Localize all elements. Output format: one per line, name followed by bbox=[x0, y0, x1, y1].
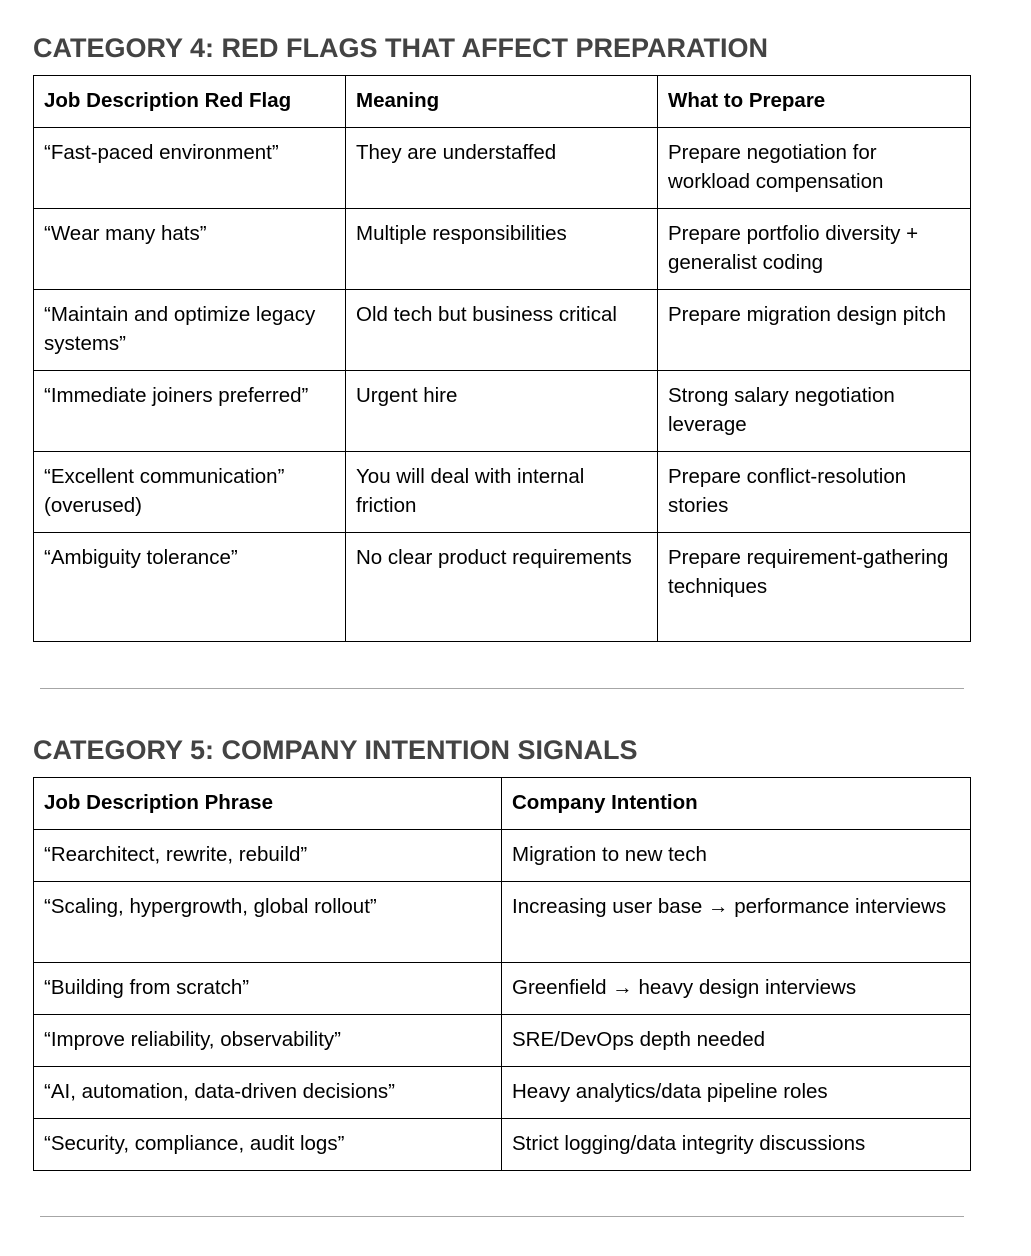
table-cell: Prepare portfolio diversity + generalist coding bbox=[658, 209, 971, 290]
table-cell: “Excellent communication” (overused) bbox=[34, 452, 346, 533]
table-cell: “AI, automation, data-driven decisions” bbox=[34, 1067, 502, 1119]
table-cell: They are understaffed bbox=[346, 128, 658, 209]
table-cell: SRE/DevOps depth needed bbox=[502, 1015, 971, 1067]
table-cell: “Scaling, hypergrowth, global rollout” bbox=[34, 882, 502, 963]
table-cell: Migration to new tech bbox=[502, 830, 971, 882]
table-row bbox=[34, 452, 971, 533]
table-cell: Multiple responsibilities bbox=[346, 209, 658, 290]
table-row bbox=[34, 128, 971, 209]
table-cell: Urgent hire bbox=[346, 371, 658, 452]
table-cell: Prepare migration design pitch bbox=[658, 290, 971, 371]
table-cell: “Fast-paced environment” bbox=[34, 128, 346, 209]
table-cell: “Ambiguity tolerance” bbox=[34, 533, 346, 642]
table-cell: Heavy analytics/data pipeline roles bbox=[502, 1067, 971, 1119]
table-row bbox=[34, 371, 971, 452]
table-row bbox=[34, 1015, 971, 1067]
table-cell: Prepare conflict-resolution stories bbox=[658, 452, 971, 533]
section-divider bbox=[40, 688, 964, 689]
table-cell: “Rearchitect, rewrite, rebuild” bbox=[34, 830, 502, 882]
category-5-heading: CATEGORY 5: COMPANY INTENTION SIGNALS bbox=[33, 735, 638, 765]
table-header-row bbox=[34, 778, 971, 830]
company-intention-table bbox=[33, 777, 971, 1171]
column-header: What to Prepare bbox=[658, 76, 971, 128]
table-cell: Strict logging/data integrity discussions bbox=[502, 1119, 971, 1171]
column-header: Job Description Red Flag bbox=[34, 76, 346, 128]
table-cell: You will deal with internal friction bbox=[346, 452, 658, 533]
table-cell: Strong salary negotiation leverage bbox=[658, 371, 971, 452]
table-row bbox=[34, 963, 971, 1015]
table-row bbox=[34, 882, 971, 963]
table-cell: Prepare negotiation for workload compensation bbox=[658, 128, 971, 209]
table-cell: Old tech but business critical bbox=[346, 290, 658, 371]
table-row bbox=[34, 209, 971, 290]
column-header: Meaning bbox=[346, 76, 658, 128]
table-header-row bbox=[34, 76, 971, 128]
column-header: Job Description Phrase bbox=[34, 778, 502, 830]
table-cell: “Wear many hats” bbox=[34, 209, 346, 290]
table-row bbox=[34, 1119, 971, 1171]
table-cell: Greenfield → heavy design interviews bbox=[502, 963, 971, 1015]
table-cell: Increasing user base → performance interviews bbox=[502, 882, 971, 963]
table-cell: “Immediate joiners preferred” bbox=[34, 371, 346, 452]
table-row bbox=[34, 830, 971, 882]
table-cell: “Security, compliance, audit logs” bbox=[34, 1119, 502, 1171]
category-4-heading: CATEGORY 4: RED FLAGS THAT AFFECT PREPARATION bbox=[33, 33, 768, 63]
section-divider bbox=[40, 1216, 964, 1217]
table-cell: Prepare requirement-gathering techniques bbox=[658, 533, 971, 642]
table-cell: No clear product requirements bbox=[346, 533, 658, 642]
column-header: Company Intention bbox=[502, 778, 971, 830]
table-cell: “Improve reliability, observability” bbox=[34, 1015, 502, 1067]
table-cell: “Maintain and optimize legacy systems” bbox=[34, 290, 346, 371]
table-row bbox=[34, 290, 971, 371]
table-row bbox=[34, 533, 971, 642]
table-cell: “Building from scratch” bbox=[34, 963, 502, 1015]
table-row bbox=[34, 1067, 971, 1119]
red-flags-table bbox=[33, 75, 971, 642]
